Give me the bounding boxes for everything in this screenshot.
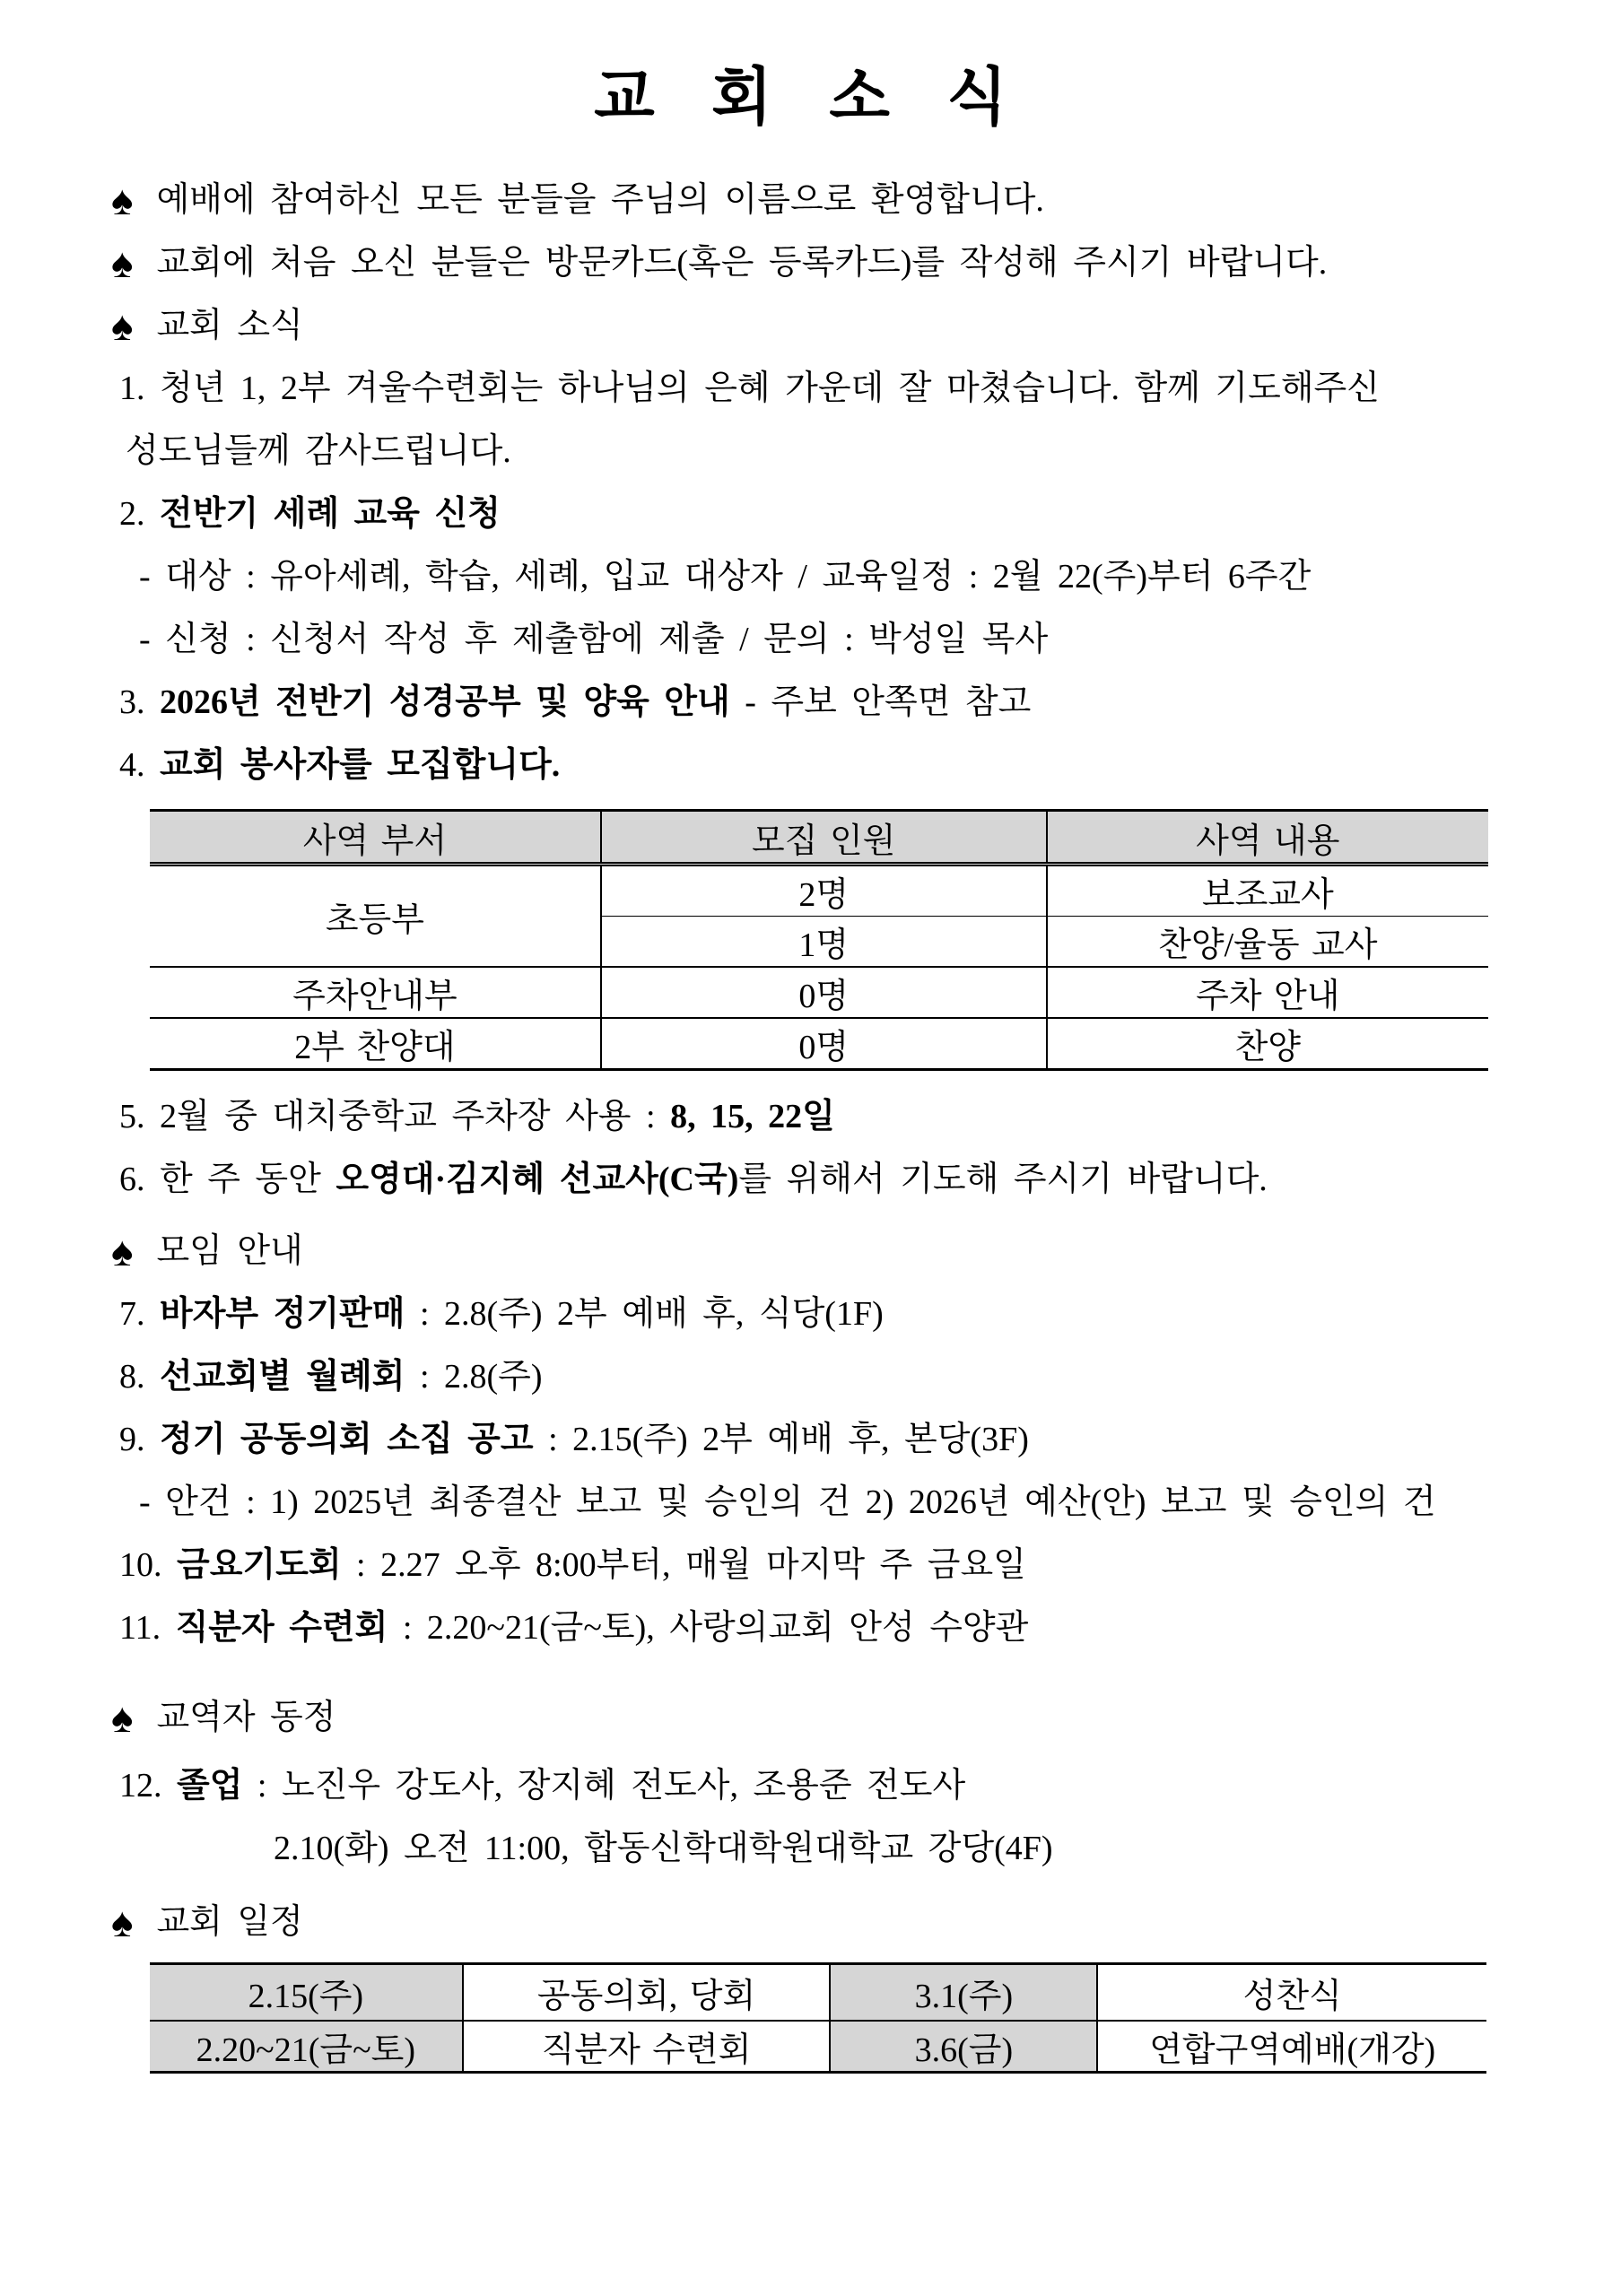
bullet-newcomer-text: 교회에 처음 오신 분들은 방문카드(혹은 등록카드)를 작성해 주시기 바랍니다.	[156, 244, 1328, 282]
bullet-welcome	[0, 169, 1621, 231]
spade-icon: ♠	[111, 1229, 134, 1274]
news-item-2	[0, 483, 1621, 545]
recruit-cell-dept: 2부 찬양대	[150, 1018, 601, 1070]
bold-text-segment: 전반기 세례 교육 신청	[160, 495, 501, 533]
text-segment: : 2.8(주)	[405, 1358, 543, 1396]
news-item-6	[0, 1148, 1621, 1211]
spade-icon: ♠	[111, 178, 134, 223]
bold-text-segment: 선교회별 월례회	[160, 1358, 405, 1396]
page-title: 교 회 소 식	[594, 62, 1027, 132]
bold-text-segment: 금요기도회	[177, 1546, 342, 1584]
recruit-cell-dept: 초등부	[325, 901, 424, 939]
text-segment: : 2.8(주) 2부 예배 후, 식당(1F)	[405, 1295, 884, 1333]
table-row	[150, 967, 1488, 1018]
text-segment: - 주보 안쪽면 참고	[729, 683, 1032, 721]
bold-text-segment: 8, 15, 22일	[670, 1098, 835, 1135]
spade-icon: ♠	[111, 1695, 134, 1741]
section-heading-meetings-text: 모임 안내	[156, 1232, 303, 1270]
meeting-item-10	[0, 1534, 1621, 1596]
text-segment: 9.	[119, 1421, 160, 1458]
news-item-2-target	[0, 545, 1621, 608]
schedule-cell-date: 3.1(주)	[830, 1964, 1097, 2021]
bold-text-segment: 직분자 수련회	[175, 1609, 388, 1647]
schedule-table	[150, 1962, 1486, 2074]
text-segment: 2.	[119, 495, 160, 533]
recruit-header-role: 사역 내용	[1047, 811, 1488, 865]
text-segment: : 2.20~21(금~토), 사랑의교회 안성 수양관	[388, 1609, 1029, 1647]
recruit-header-dept: 사역 부서	[150, 811, 601, 865]
recruit-cell-count: 0명	[601, 967, 1047, 1018]
meeting-item-9-agenda	[0, 1471, 1621, 1534]
text-segment: : 노진우 강도사, 장지혜 전도사, 조용준 전도사	[242, 1767, 966, 1805]
recruit-cell-dept: 주차안내부	[150, 967, 601, 1018]
text-segment: 1. 청년 1, 2부 겨울수련회는 하나님의 은혜 가운데 잘 마쳤습니다. 함께 기도해주신	[119, 370, 1380, 407]
spade-icon: ♠	[111, 1900, 134, 1945]
recruit-cell-role: 찬양	[1047, 1018, 1488, 1070]
text-segment: : 2.27 오후 8:00부터, 매월 마지막 주 금요일	[341, 1546, 1026, 1584]
recruit-cell-role: 보조교사	[1047, 865, 1488, 917]
schedule-cell-date: 3.6(금)	[830, 2021, 1097, 2073]
text-segment: 12.	[119, 1767, 177, 1805]
news-item-5	[0, 1085, 1621, 1148]
recruit-cell-role: 찬양/율동 교사	[1047, 917, 1488, 968]
bold-text-segment: 졸업	[177, 1767, 243, 1805]
recruit-header-count: 모집 인원	[601, 811, 1047, 865]
text-segment: 6. 한 주 동안	[119, 1161, 336, 1198]
staff-item-12	[0, 1754, 1621, 1817]
news-item-1-line-1	[0, 357, 1621, 420]
table-row	[150, 865, 1488, 917]
text-segment: - 안건 : 1) 2025년 최종결산 보고 및 승인의 건 2) 2026년 예산(안) 보고 및 승인의 건	[139, 1483, 1436, 1521]
schedule-cell-date: 2.20~21(금~토)	[150, 2021, 463, 2073]
bullet-welcome-text: 예배에 참여하신 모든 분들을 주님의 이름으로 환영합니다.	[156, 181, 1044, 219]
text-segment: 11.	[119, 1609, 176, 1647]
bold-text-segment: 2026년 전반기 성경공부 및 양육 안내	[160, 683, 730, 721]
section-heading-church-news-text: 교회 소식	[156, 307, 303, 344]
spade-icon: ♠	[111, 303, 134, 349]
schedule-cell-event: 성찬식	[1097, 1964, 1486, 2021]
text-segment: 4.	[119, 746, 160, 784]
schedule-cell-event: 연합구역예배(개강)	[1097, 2021, 1486, 2073]
text-segment: 2.10(화) 오전 11:00, 합동신학대학원대학교 강당(4F)	[274, 1830, 1053, 1867]
meeting-item-11	[0, 1596, 1621, 1659]
news-item-2-apply	[0, 608, 1621, 671]
schedule-cell-date: 2.15(주)	[150, 1964, 463, 2021]
text-segment: : 2.15(주) 2부 예배 후, 본당(3F)	[533, 1421, 1029, 1458]
meeting-item-7	[0, 1283, 1621, 1345]
text-segment: 성도님들께 감사드립니다.	[126, 432, 511, 470]
schedule-cell-event: 공동의회, 당회	[463, 1964, 831, 2021]
section-heading-church-news	[0, 294, 1621, 357]
news-item-1-line-2	[0, 420, 1621, 483]
bold-text-segment: 교회 봉사자를 모집합니다.	[160, 746, 561, 784]
spade-icon: ♠	[111, 240, 134, 286]
bold-text-segment: 정기 공동의회 소집 공고	[160, 1421, 534, 1458]
recruit-cell-count: 1명	[601, 917, 1047, 968]
recruit-cell-role: 주차 안내	[1047, 967, 1488, 1018]
meeting-item-8	[0, 1345, 1621, 1408]
section-heading-staff-text: 교역자 동정	[156, 1699, 336, 1736]
news-item-4	[0, 734, 1621, 796]
recruit-table-header-row	[150, 811, 1488, 865]
text-segment: 8.	[119, 1358, 160, 1396]
recruit-cell-count: 0명	[601, 1018, 1047, 1070]
text-segment: 5. 2월 중 대치중학교 주차장 사용 :	[119, 1098, 671, 1135]
text-segment: - 신청 : 신청서 작성 후 제출함에 제출 / 문의 : 박성일 목사	[139, 621, 1049, 658]
staff-item-12-line-2	[0, 1817, 1621, 1880]
table-row	[150, 1964, 1486, 2021]
recruit-cell-count: 2명	[601, 865, 1047, 917]
section-heading-staff	[0, 1686, 1621, 1749]
text-segment: 3.	[119, 683, 160, 721]
text-segment: 7.	[119, 1295, 160, 1333]
section-heading-meetings	[0, 1220, 1621, 1283]
section-heading-calendar	[0, 1891, 1621, 1953]
schedule-cell-event: 직분자 수련회	[463, 2021, 831, 2073]
section-heading-calendar-text: 교회 일정	[156, 1903, 303, 1941]
recruit-table	[150, 809, 1488, 1071]
text-segment: - 대상 : 유아세례, 학습, 세례, 입교 대상자 / 교육일정 : 2월 22(주)부터 6주간	[139, 558, 1312, 596]
bold-text-segment: 오영대·김지혜 선교사(C국)	[336, 1161, 739, 1198]
text-segment: 10.	[119, 1546, 177, 1584]
bullet-newcomer	[0, 231, 1621, 294]
news-item-3	[0, 671, 1621, 734]
table-row	[150, 1018, 1488, 1070]
meeting-item-9	[0, 1408, 1621, 1471]
bold-text-segment: 바자부 정기판매	[160, 1295, 405, 1333]
table-row	[150, 2021, 1486, 2073]
text-segment: 를 위해서 기도해 주시기 바랍니다.	[738, 1161, 1268, 1198]
